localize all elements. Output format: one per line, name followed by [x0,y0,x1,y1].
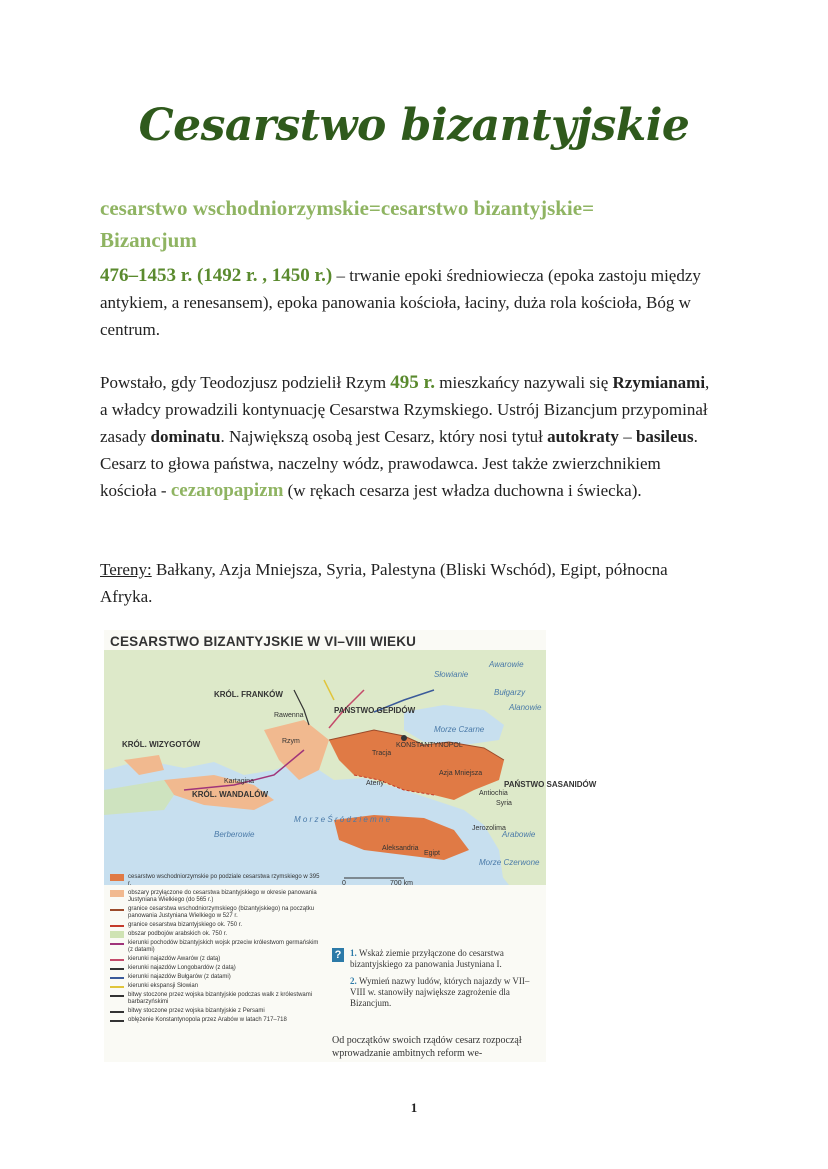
legend-swatch [110,968,124,970]
label-scale-700: 700 km [390,880,413,887]
territories-label: Tereny: [100,560,152,579]
legend-swatch [110,874,124,881]
origin-text-3: , a władcy prowadzili kontynuację Cesarstwa Rzymskiego. Ustrój Bizancjum przypominał zasady [100,373,710,446]
question-number: 2. [350,976,359,986]
legend-swatch [110,943,124,945]
legend-item [110,906,320,920]
paragraph-territories [100,556,720,610]
legend-label: bitwy stoczone przez wojska bizantyjskie podczas walk z królestwami barbarzyńskimi [128,992,313,1005]
legend-label: obszar podbojów arabskich ok. 750 r. [128,931,228,937]
map-drawing [104,650,546,885]
legend-swatch [110,890,124,897]
historical-map [104,630,597,1062]
label-aleksandria: Aleksandria [382,845,419,852]
question-box [332,948,542,1015]
territories-text: Bałkany, Azja Mniejsza, Syria, Palestyna (Bliski Wschód), Egipt, północna Afryka. [100,560,668,606]
legend-label: kierunki najazdów Bułgarów (z datami) [128,974,231,980]
question-text: Wymień nazwy ludów, których najazdy w VII–VIII w. stanowiły największe zagrożenie dla Bizancjum. [350,976,530,1008]
epoch-dates: 476–1453 r. (1492 r. , 1450 r.) [100,265,333,286]
term-autokraty: autokraty [547,427,619,446]
question-number: 1. [350,948,359,958]
page-number: 1 [410,1100,418,1115]
legend-item [110,965,320,972]
legend-swatch [110,909,124,911]
origin-year: 495 r. [390,372,435,393]
label-alanowie: Alanowie [509,703,542,712]
legend-item [110,983,320,990]
legend-swatch [110,1011,124,1013]
epoch-text: – trwanie epoki średniowiecza (epoka zastoju między antykiem, a renesansem), epoka panowania kościoła, łaciny, duża rola kościoła, Bóg w centrum. [100,266,701,339]
label-ateny: Ateny [366,780,384,787]
legend-item [110,1017,320,1024]
label-egipt: Egipt [424,850,440,857]
label-wandalow: KRÓL. WANDALÓW [192,790,268,799]
origin-text-7: (w rękach cesarza jest władza duchowna i świecka). [283,481,642,500]
question-text: Wskaż ziemie przyłączone do cesarstwa bizantyjskiego za panowania Justyniana I. [350,948,504,969]
legend-label: kierunki pochodów bizantyjskich wojsk przeciw królestwom germańskim (z datami) [128,940,319,953]
label-gepidow: PAŃSTWO GEPIDÓW [334,706,416,715]
map-legend [110,874,320,1026]
map-footer-text: Od początków swoich rządów cesarz rozpoczął wprowadzanie ambitnych reform we- [332,1035,522,1059]
paragraph-origin [100,369,720,504]
legend-swatch [110,931,124,938]
term-cezaropapizm: cezaropapizm [170,480,284,501]
legend-label: obszary przyłączone do cesarstwa bizantyjskiego w okresie panowania Justyniana Wielkiego (do 565 r.) [128,890,317,903]
origin-text-2: mieszkańcy nazywali się [435,373,613,392]
legend-label: bitwy stoczone przez wojska bizantyjskie z Persami [128,1008,265,1014]
label-frankow: KRÓL. FRANKÓW [214,690,283,699]
legend-item [110,890,320,904]
constantinople-marker [401,735,407,741]
legend-label: kierunki najazdów Awarów (z datą) [128,956,221,962]
subtitle-line-2: Bizancjum [100,228,197,252]
label-azja-mniejsza: Azja Mniejsza [439,770,483,777]
label-awarowie: Awarowie [489,660,524,669]
label-berberowie: Berberowie [214,830,255,839]
legend-swatch [110,1020,124,1022]
label-arabowie: Arabowie [502,830,536,839]
term-dominatu: dominatu [150,427,221,446]
legend-swatch [110,977,124,979]
label-rzym: Rzym [282,738,300,745]
label-morze-srodziemne: M o r z e Ś r ó d z i e m n e [294,815,391,824]
subtitle [100,192,660,256]
label-antiochia: Antiochia [479,790,508,797]
map-title: CESARSTWO BIZANTYJSKIE W VI–VIII WIEKU [110,634,417,649]
term-basileus: basileus [635,427,694,446]
page-title: Cesarstwo bizantyjskie [138,100,690,151]
label-sasanidow: PAŃSTWO SASANIDÓW [504,780,597,789]
label-jerozolima: Jerozolima [472,825,506,832]
legend-swatch [110,925,124,927]
legend-label: oblężenie Konstantynopola przez Arabów w latach 717–718 [128,1017,287,1023]
legend-label: granice cesarstwa bizantyjskiego ok. 750 r. [128,922,243,928]
legend-item [110,940,320,954]
legend-item [110,992,320,1006]
legend-item [110,1008,320,1015]
label-bulgarzy: Bułgarzy [494,688,526,697]
question-mark-icon: ? [332,948,344,962]
legend-label: kierunki ekspansji Słowian [128,983,199,989]
legend-item [110,931,320,938]
label-slowianie: Słowianie [434,670,469,679]
legend-swatch [110,959,124,961]
question-item [350,948,542,970]
legend-item [110,922,320,929]
label-morze-czerwone: Morze Czerwone [479,858,540,867]
subtitle-line-1: cesarstwo wschodniorzymskie=cesarstwo bizantyjskie= [100,196,595,220]
label-scale-0: 0 [342,880,346,887]
label-konstantynopol: KONSTANTYNOPOL [396,742,463,749]
label-syria: Syria [496,800,512,807]
term-rzymianami: Rzymianami [612,373,706,392]
legend-item [110,974,320,981]
paragraph-epoch [100,262,720,343]
legend-label: granice cesarstwa wschodniorzymskiego (bizantyjskiego) na początku panowania Justyniana Wielkiego w 527 r. [128,906,315,919]
legend-label: cesarstwo wschodniorzymskie po podziale cesarstwa rzymskiego w 395 r. [128,874,320,887]
origin-text-4: . Największą osobą jest Cesarz, który nosi tytuł [220,427,548,446]
legend-item [110,874,320,888]
origin-text-1: Powstało, gdy Teodozjusz podzielił Rzym [100,373,391,392]
origin-text-6: . Cesarz to głowa państwa, naczelny wódz, prawodawca. Jest także zwierzchnikiem kościoła - [100,427,698,500]
origin-text-5: – [618,427,636,446]
question-item [350,976,542,1009]
label-rawenna: Rawenna [274,712,304,719]
label-morze-czarne: Morze Czarne [434,725,485,734]
label-kartagina: Kartagina [224,778,254,785]
label-wizygotow: KRÓL. WIZYGOTÓW [122,740,201,749]
legend-label: kierunki najazdów Longobardów (z datą) [128,965,236,971]
label-tracja: Tracja [372,750,392,757]
legend-swatch [110,986,124,988]
question-list [332,948,542,1009]
legend-item [110,956,320,963]
legend-swatch [110,995,124,997]
